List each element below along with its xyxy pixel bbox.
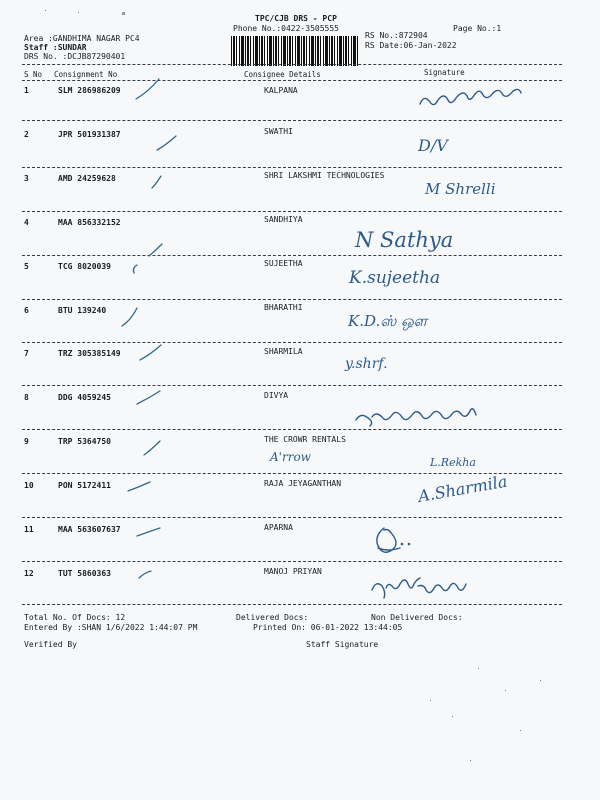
signature-row9: L.Rekha (430, 456, 476, 469)
signature-row7: y.shrf. (345, 356, 388, 372)
ink-dot (408, 543, 411, 546)
handwritten-note-row9: A'rrow (270, 450, 311, 464)
row-sno: 1 (24, 86, 29, 95)
speck (430, 700, 431, 701)
signature-row3: M Shrelli (425, 180, 496, 198)
row-consignee: RAJA JEYAGANTHAN (264, 479, 342, 488)
row-consignee: SWATHI (264, 127, 293, 136)
staff-signature-label: Staff Signature (306, 640, 379, 649)
row-consignment: TCG 8020039 (58, 262, 111, 271)
row-consignment: SLM 286986209 (58, 86, 121, 95)
document-title: TPC/CJB DRS - PCP (255, 14, 337, 23)
total-docs: Total No. Of Docs: 12 (24, 613, 126, 622)
row-sno: 7 (24, 349, 29, 358)
signature-scribble-row11 (377, 528, 400, 552)
row-consignee: KALPANA (264, 86, 298, 95)
row-consignee: SHARMILA (264, 347, 303, 356)
col-sno: S No (24, 70, 43, 79)
phone-number: Phone No.:0422-3505555 (233, 24, 339, 33)
row-consignment: JPR 501931387 (58, 130, 121, 139)
row-sno: 5 (24, 262, 29, 271)
row-sno: 2 (24, 130, 29, 139)
row-sno: 3 (24, 174, 29, 183)
signature-row6: K.D.ஸ் ஒள (348, 312, 428, 330)
signature-scribble-row1 (420, 89, 521, 104)
rs-number: RS No.:872904 (365, 31, 428, 40)
col-consignment: Consignment No (54, 70, 118, 79)
drs-number: DRS No. :DCJB87290401 (24, 52, 126, 61)
ink-dot (401, 543, 404, 546)
signature-row2: D/V (418, 136, 448, 155)
row-sno: 4 (24, 218, 29, 227)
row-consignee: THE CROWR RENTALS (264, 435, 346, 444)
row-sno: 10 (24, 481, 34, 490)
col-consignee: Consignee Details (244, 70, 321, 79)
signature-row4: N Sathya (355, 228, 454, 252)
speck (78, 12, 79, 13)
speck (505, 690, 506, 691)
speck (540, 680, 541, 681)
area-label: Area :GANDHIMA NAGAR PC4 (24, 34, 140, 43)
row-consignee: APARNA (264, 523, 293, 532)
signature-row10: A.Sharmila (416, 471, 509, 506)
row-sno: 6 (24, 306, 29, 315)
speck (470, 760, 471, 761)
row-consignment: AMD 24259628 (58, 174, 116, 183)
row-consignment: MAA 563607637 (58, 525, 121, 534)
row-consignment: TRP 5364750 (58, 437, 111, 446)
speck (122, 12, 125, 15)
printed-on: Printed On: 06-01-2022 13:44:05 (253, 623, 403, 632)
row-consignment: TUT 5860363 (58, 569, 111, 578)
row-consignee: MANOJ PRIYAN (264, 567, 322, 576)
staff-label: Staff :SUNDAR (24, 43, 87, 52)
row-consignee: DIVYA (264, 391, 289, 400)
row-consignee: BHARATHI (264, 303, 303, 312)
row-sno: 12 (24, 569, 34, 578)
row-consignment: PON 5172411 (58, 481, 111, 490)
page-number: Page No.:1 (453, 24, 502, 33)
row-sno: 8 (24, 393, 29, 402)
col-signature: Signature (424, 68, 465, 77)
row-consignee: SANDHIYA (264, 215, 303, 224)
speck (478, 668, 479, 669)
entered-by: Entered By :SHAN 1/6/2022 1:44:07 PM (24, 623, 198, 632)
row-consignment: MAA 856332152 (58, 218, 121, 227)
row-consignment: TRZ 305385149 (58, 349, 121, 358)
speck (452, 716, 453, 717)
verified-by: Verified By (24, 640, 77, 649)
speck (45, 10, 46, 11)
row-consignee: SHRI LAKSHMI TECHNOLOGIES (264, 171, 385, 180)
row-consignment: DDG 4059245 (58, 393, 111, 402)
delivered-docs: Delivered Docs: (236, 613, 309, 622)
rs-date: RS Date:06-Jan-2022 (365, 41, 457, 50)
speck (520, 730, 521, 731)
row-consignment: BTU 139240 (58, 306, 107, 315)
row-sno: 11 (24, 525, 34, 534)
signature-row5: K.sujeetha (349, 268, 441, 288)
row-sno: 9 (24, 437, 29, 446)
row-consignee: SUJEETHA (264, 259, 303, 268)
non-delivered-docs: Non Delivered Docs: (371, 613, 463, 622)
signature-scribble-row12 (372, 578, 466, 598)
